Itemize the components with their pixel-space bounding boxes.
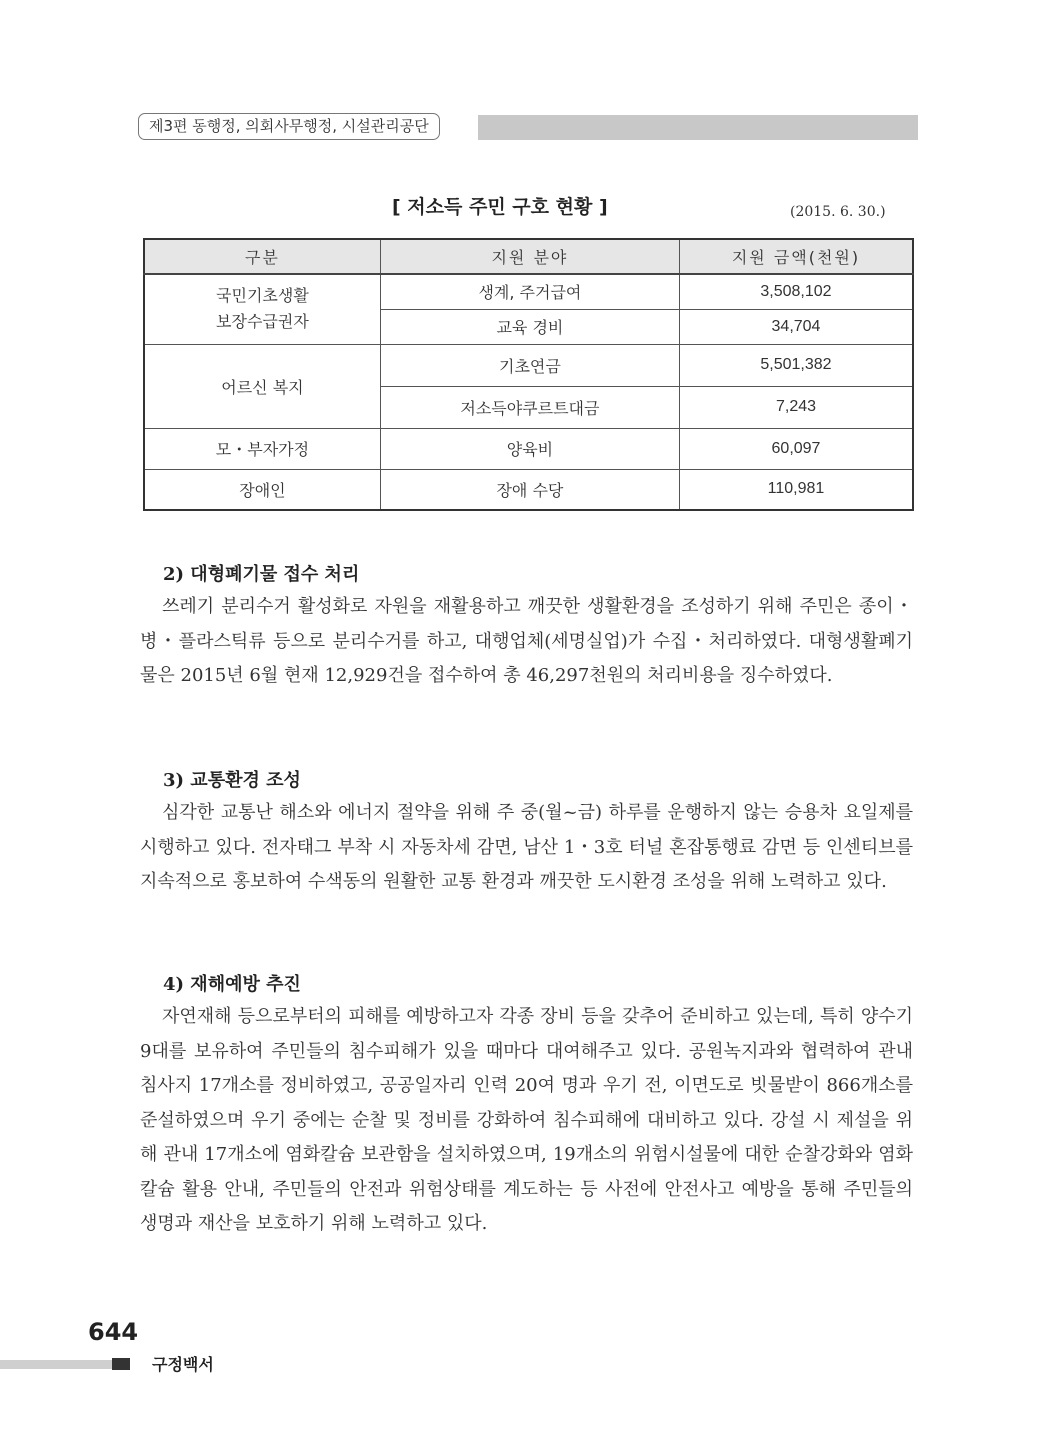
- field-cell: 양육비: [380, 428, 679, 469]
- column-header: 구분: [144, 239, 380, 274]
- section-title-traffic: 3) 교통환경 조성: [163, 770, 301, 791]
- amount-cell: 110,981: [679, 469, 913, 510]
- amount-cell: 5,501,382: [679, 344, 913, 386]
- field-cell: 교육 경비: [380, 309, 679, 344]
- category-cell: 어르신 복지: [144, 344, 380, 428]
- book-title: 구정백서: [152, 1355, 214, 1374]
- category-cell: 모・부자가정: [144, 428, 380, 469]
- header-rule: [478, 115, 918, 140]
- table-row: [144, 274, 913, 309]
- chapter-label: 제3편 동행정, 의회사무행정, 시설관리공단: [138, 113, 440, 140]
- table-header-row: [144, 239, 913, 274]
- table-title: [ 저소득 주민 구호 현황 ]: [392, 196, 608, 218]
- amount-cell: 34,704: [679, 309, 913, 344]
- section-title-disaster: 4) 재해예방 추진: [163, 974, 301, 995]
- category-cell: 장애인: [144, 469, 380, 510]
- table-row: [144, 344, 913, 386]
- field-cell: 장애 수당: [380, 469, 679, 510]
- section-body-traffic: 심각한 교통난 해소와 에너지 절약을 위해 주 중(월~금) 하루를 운행하지 않는 승용차 요일제를 시행하고 있다. 전자태그 부착 시 자동차세 감면, 남산 1・3호 터널 혼잡통행료 감면 등 인센티브를 지속적으로 홍보하여 수색동의 원활한 교통 환경과 깨끗한 도시환경 조성을 위해 노력하고 있다.: [140, 802, 913, 892]
- table-row: [144, 469, 913, 510]
- field-cell: 기초연금: [380, 344, 679, 386]
- page-number: 644: [88, 1318, 139, 1346]
- table-row: [144, 428, 913, 469]
- table-date: (2015. 6. 30.): [790, 204, 886, 220]
- amount-cell: 60,097: [679, 428, 913, 469]
- welfare-table: [143, 238, 914, 511]
- footer-rule: [0, 1360, 112, 1369]
- footer-marker: [112, 1358, 130, 1370]
- chapter-header: [138, 113, 918, 140]
- field-cell: 저소득야쿠르트대금: [380, 386, 679, 428]
- amount-cell: 7,243: [679, 386, 913, 428]
- section-title-waste: 2) 대형폐기물 접수 처리: [163, 564, 360, 585]
- column-header: 지원 분야: [380, 239, 679, 274]
- section-body-waste: 쓰레기 분리수거 활성화로 자원을 재활용하고 깨끗한 생활환경을 조성하기 위해 주민은 종이・병・플라스틱류 등으로 분리수거를 하고, 대행업체(세명실업)가 수집・처리하였다. 대형생활폐기물은 2015년 6월 현재 12,929건을 접수하여 총 46,297천원의 처리비용을 징수하였다.: [140, 596, 913, 686]
- section-body-disaster: 자연재해 등으로부터의 피해를 예방하고자 각종 장비 등을 갖추어 준비하고 있는데, 특히 양수기 9대를 보유하여 주민들의 침수피해가 있을 때마다 대여해주고 있다. 공원녹지과와 협력하여 관내 침사지 17개소를 정비하였고, 공공일자리 인력 20여 명과 우기 전, 이면도로 빗물받이 866개소를 준설하였으며 우기 중에는 순찰 및 정비를 강화하여 침수피해에 대비하고 있다. 강설 시 제설을 위해 관내 17개소에 염화칼슘 보관함을 설치하였으며, 19개소의 위험시설물에 대한 순찰강화와 염화칼슘 활용 안내, 주민들의 안전과 위험상태를 계도하는 등 사전에 안전사고 예방을 통해 주민들의 생명과 재산을 보호하기 위해 노력하고 있다.: [140, 1006, 913, 1234]
- field-cell: 생계, 주거급여: [380, 274, 679, 309]
- category-cell: 국민기초생활 보장수급권자: [144, 274, 380, 344]
- amount-cell: 3,508,102: [679, 274, 913, 309]
- column-header: 지원 금액(천원): [679, 239, 913, 274]
